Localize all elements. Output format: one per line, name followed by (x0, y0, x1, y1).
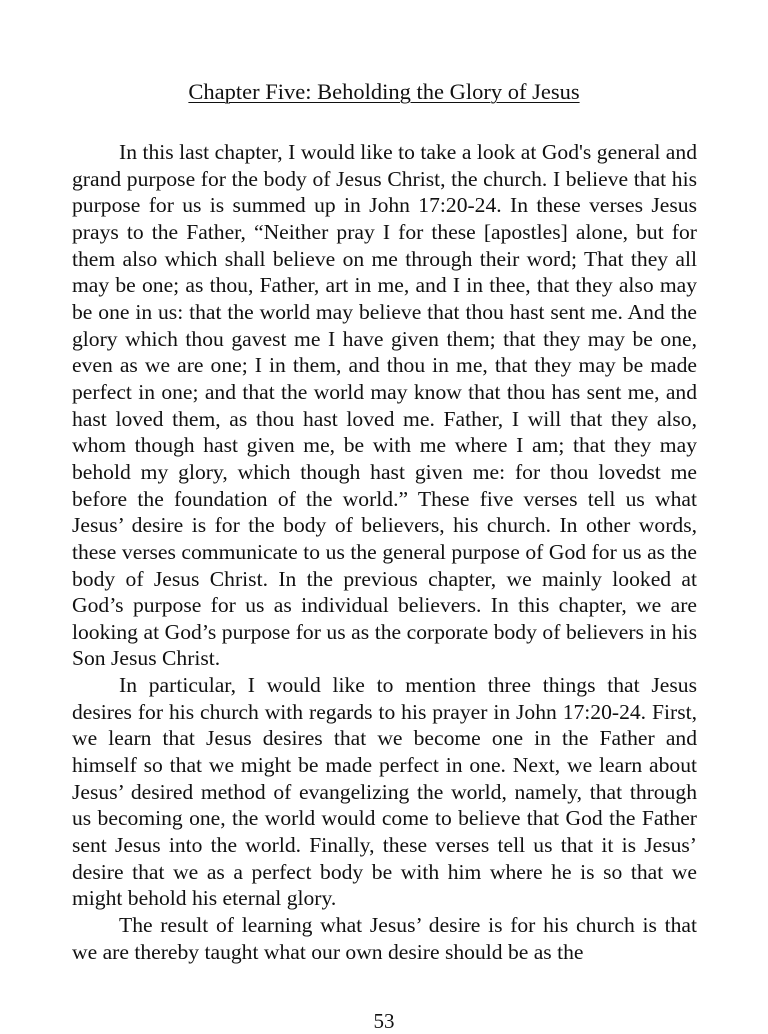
page-number: 53 (373, 1009, 395, 1033)
paragraph: In this last chapter, I would like to take a look at God's general and grand purpose for the body of Jesus Christ, the church. I believe that his purpose for us is summed up in John 17:20-24. In these verses Jesus prays to the Father, “Neither pray I for these [apostles] alone, but for them also which shall believe on me through their word; That they all may be one; as thou, Father, art in me, and I in thee, that they also may be one in us: that the world may believe that thou hast sent me. And the glory which thou gavest me I have given them; that they may be one, even as we are one; I in them, and thou in me, that they may be made perfect in one; and that the world may know that thou has sent me, and hast loved them, as thou hast loved me. Father, I will that they also, whom though hast given me, be with me where I am; that they may behold my glory, which though hast given me: for thou lovedst me before the foundation of the world.” These five verses tell us what Jesus’ desire is for the body of believers, his church. In other words, these verses communicate to us the general purpose of God for us as the body of Jesus Christ. In the previous chapter, we mainly looked at God’s purpose for us as individual believers. In this chapter, we are looking at God’s purpose for us as the corporate body of believers in his Son Jesus Christ. (72, 140, 697, 671)
paragraph: The result of learning what Jesus’ desire is for his church is that we are thereby taught what our own desire should be as the (72, 913, 697, 964)
paragraph: In particular, I would like to mention three things that Jesus desires for his church with regards to his prayer in John 17:20-24. First, we learn that Jesus desires that we become one in the Father and himself so that we might be made perfect in one. Next, we learn about Jesus’ desired method of evangelizing the world, namely, that through us becoming one, the world would come to believe that God the Father sent Jesus into the world. Finally, these verses tell us that it is Jesus’ desire that we as a perfect body be with him where he is so that we might behold his eternal glory. (72, 673, 697, 911)
chapter-title (0, 78, 768, 106)
chapter-title-text: Chapter Five: Beholding the Glory of Jesus (188, 79, 580, 104)
body-text (72, 139, 697, 965)
